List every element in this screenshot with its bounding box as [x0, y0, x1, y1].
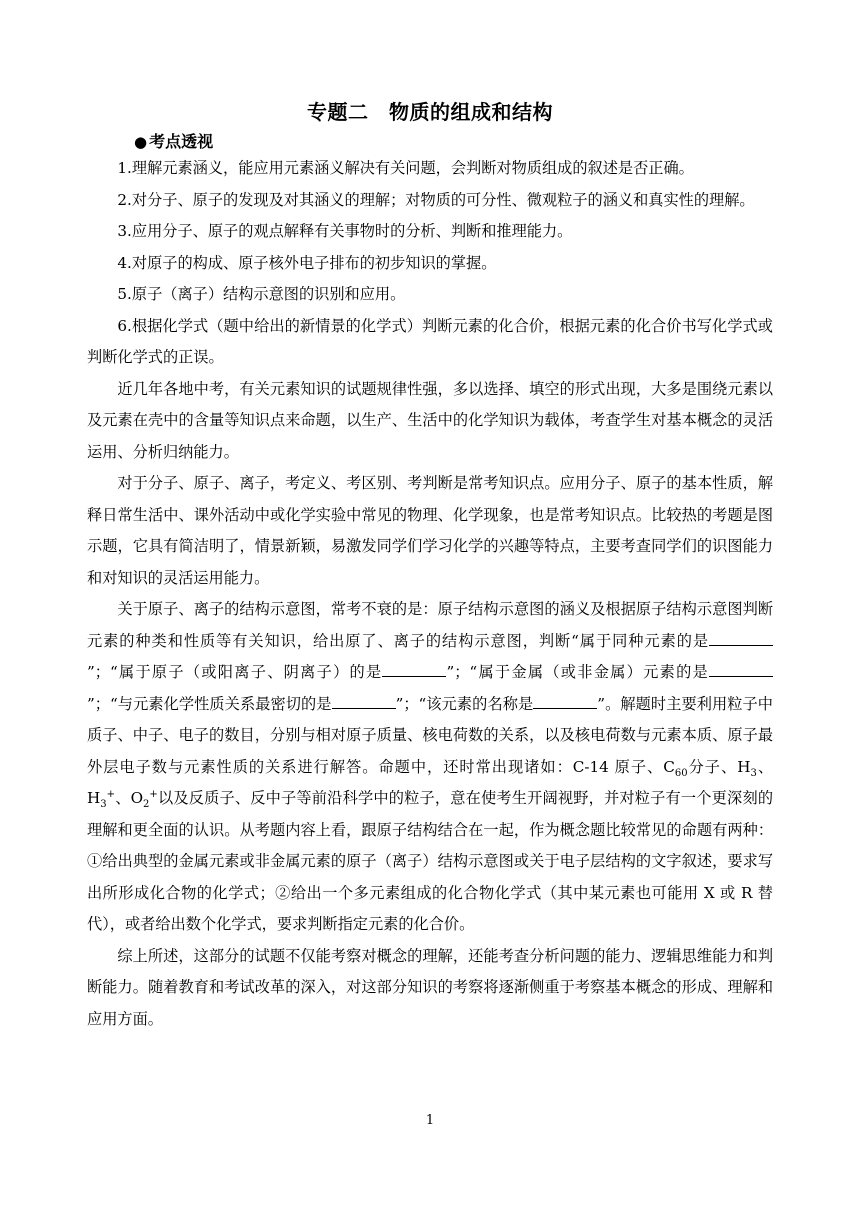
text-run: ”；“该元素的名称是	[395, 694, 534, 713]
text-run: 分子、H	[687, 757, 751, 776]
paragraph-molecules-atoms: 对于分子、原子、离子，考定义、考区别、考判断是常考知识点。应用分子、原子的基本性质，解释日常生活中、课外活动中或化学实验中常见的物理、化学现象，也是常考知识点。比较热的考题是图示题，它具有简洁明了，情景新颖，易激发同学们学习化学的兴趣等特点，主要考查同学们的识图能力和对知识的灵活运用能力。	[87, 474, 773, 587]
list-item: 4.对原子的构成、原子核外电子排布的初步知识的掌握。	[117, 253, 497, 272]
subscript: 3	[750, 767, 757, 779]
answer-blank	[709, 630, 773, 646]
subscript: 3	[100, 799, 107, 811]
answer-blank	[709, 661, 773, 677]
subscript: 60	[674, 767, 688, 779]
text-run: ”；“属于金属（或非金属）元素的是	[446, 663, 709, 681]
page-number: 1	[425, 1113, 435, 1128]
text-run: 关于原子、离子的结构示意图，常考不衰的是：原子结构示意图的涵义及根据原子结构示意图判断元素的种类和性质等有关知识，给出原了、离子的结构示意图，判断“属于同种元素的是	[87, 600, 773, 650]
section-heading-label: 考点透视	[149, 132, 214, 151]
text-run: 、O	[115, 789, 144, 807]
list-item: 1.理解元素涵义，能应用元素涵义解决有关问题，会判断对物质组成的叙述是否正确。	[117, 159, 694, 177]
text-run: 、H	[87, 757, 774, 807]
section-heading	[134, 129, 213, 152]
list-item: 3.应用分子、原子的观点解释有关事物时的分析、判断和推理能力。	[117, 222, 573, 240]
list-item: 5.原子（离子）结构示意图的识别和应用。	[117, 285, 406, 303]
superscript: +	[149, 788, 158, 800]
document-title: 专题二 物质的组成和结构	[307, 100, 553, 124]
bullet-icon: ●	[134, 133, 148, 151]
document-body	[87, 153, 773, 1035]
text-run: ”；“属于原子（或阳离子、阴离子）的是	[87, 663, 383, 681]
answer-blank	[332, 693, 396, 709]
text-run: 以及反质子、反中子等前沿科学中的粒子，意在使考生开阔视野，并对粒子有一个更深刻的理解和更全面的认识。从考题内容上看，跟原子结构结合在一起，作为概念题比较常见的命题有两种：①给出典型的金属元素或非金属元素的原子（离子）结构示意图或关于电子层结构的文字叙述，要求写出所形成化合物的化学式；②给出一个多元素组成的化合物化学式（其中某元素也可能用 X 或 R 替代），或者给出数个化学式，要求判断指定元素的化合价。	[87, 789, 774, 933]
answer-blank	[382, 661, 446, 677]
text-run: ”；“与元素化学性质关系最密切的是	[87, 694, 332, 713]
subscript: 2	[143, 799, 150, 811]
paragraph-element-knowledge: 近几年各地中考，有关元素知识的试题规律性强，多以选择、填空的形式出现，大多是围绕元素以及元素在壳中的含量等知识点来命题，以生产、生活中的化学知识为载体，考查学生对基本概念的灵活运用、分析归纳能力。	[87, 379, 773, 461]
list-item: 2.对分子、原子的发现及对其涵义的理解；对物质的可分性、微观粒子的涵义和真实性的理解。	[117, 190, 755, 209]
paragraph-summary: 综上所述，这部分的试题不仅能考察对概念的理解，还能考查分析问题的能力、逻辑思维能力和判断能力。随着教育和考试改革的深入，对这部分知识的考察将逐渐侧重于考察基本概念的形成、理解和应用方面。	[87, 946, 773, 1028]
text-run: ”。解题时主要利用粒子中质子、中子、电子的数目，分别与相对原子质量、核电荷数的关系，以及核电荷数与元素本质、原子最外层电子数与元素性质的关系进行解答。命题中，还时常出现诸如：C-14 原子、C	[87, 694, 773, 776]
superscript: +	[106, 788, 116, 800]
paragraph-structure-diagram	[87, 594, 773, 941]
list-item: 6.根据化学式（题中给出的新情景的化学式）判断元素的化合价，根据元素的化合价书写化学式或判断化学式的正误。	[87, 316, 773, 366]
answer-blank	[533, 693, 597, 709]
